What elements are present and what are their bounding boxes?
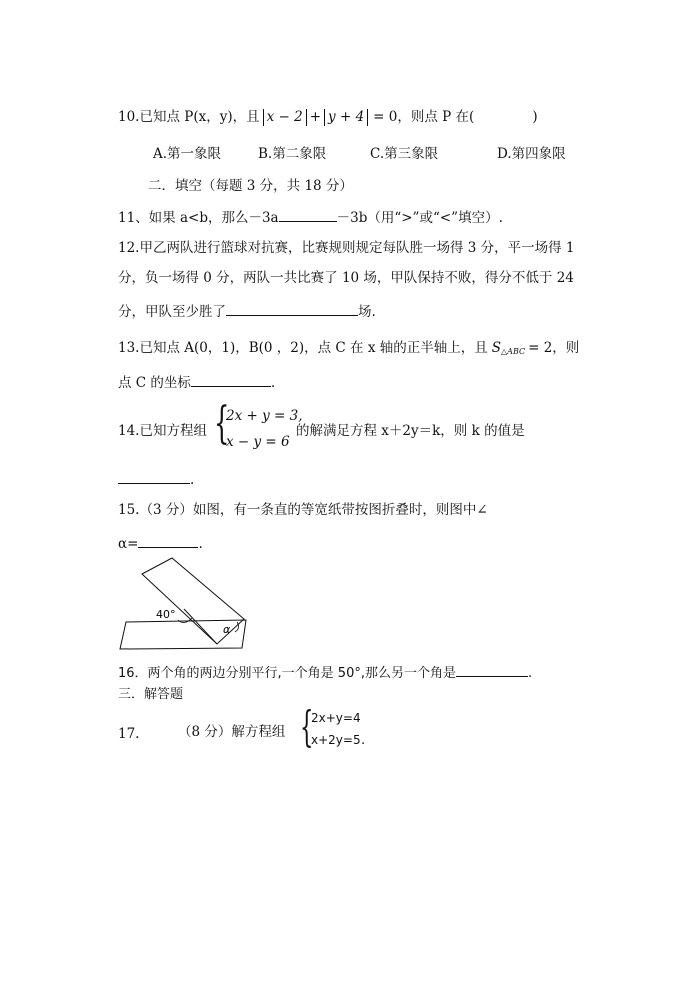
q14-blank <box>118 468 190 484</box>
q14-line2-suffix: . <box>190 472 195 488</box>
q10-option-c: C.第三象限 <box>370 146 439 162</box>
q13-line2-prefix: 点 C 的坐标 <box>118 375 191 391</box>
q16-blank <box>456 661 528 677</box>
q17-eq2: x+2y=5 <box>311 733 361 747</box>
q14-prefix: 14.已知方程组 <box>118 423 207 439</box>
q13-sub: △ABC <box>501 347 526 356</box>
section2-heading: 二．填空（每题 3 分，共 18 分） <box>148 178 353 194</box>
q17-number: 17. <box>118 726 140 742</box>
q12-line3 <box>118 300 376 322</box>
q10-line <box>118 107 538 127</box>
q10-option-a: A.第一象限 <box>153 146 222 162</box>
q15-line1: 15.（3 分）如图，有一条直的等宽纸带按图折叠时，则图中∠ <box>118 502 488 518</box>
q10-option-d: D.第四象限 <box>497 146 566 162</box>
q11-prefix: 11、如果 a<b，那么－3a <box>118 210 279 226</box>
q15-line2-prefix: α= <box>118 536 139 552</box>
q12-line3-suffix: 场. <box>358 304 376 320</box>
q15-line2-suffix: . <box>198 536 203 552</box>
q10-option-b: B.第二象限 <box>258 146 327 162</box>
q10-plus: + <box>309 109 322 125</box>
q17-eq1: 2x+y=4 <box>311 711 361 725</box>
q12-blank <box>226 300 358 316</box>
q14-eq2: x − y = 6 <box>226 434 290 450</box>
q15-line2 <box>118 532 203 554</box>
q17-text: （8 分）解方程组 <box>178 724 286 740</box>
q12-line2: 分，负一场得 0 分，两队一共比赛了 10 场，甲队保持不败，得分不低于 24 <box>118 270 574 286</box>
q16-line <box>118 661 532 684</box>
angle-40-label: 40° <box>156 608 176 621</box>
q11-line <box>118 206 503 228</box>
q13-eq: = 2 <box>528 340 553 356</box>
q12-line3-prefix: 分，甲队至少胜了 <box>118 304 226 320</box>
q13-tail: ，则 <box>552 340 580 356</box>
q13-s: S <box>491 340 502 356</box>
q10-close: ) <box>532 109 538 125</box>
q14-brace: { <box>214 398 230 449</box>
q13-line2 <box>118 371 275 393</box>
q13-line1 <box>118 338 579 362</box>
q11-suffix: －3b（用“>”或“<”填空）. <box>336 210 503 226</box>
q13-blank <box>191 371 271 387</box>
q14-suffix: 的解满足方程 x＋2y＝k，则 k 的值是 <box>296 423 525 439</box>
q16-suffix: . <box>527 666 533 681</box>
q14-eq1: 2x + y = 3, <box>226 408 303 424</box>
q10-abs1: x − 2 <box>266 109 303 125</box>
q10-suffix: ，则点 P 在( <box>397 109 475 125</box>
q10-abs2: y + 4 <box>328 109 365 125</box>
q17-brace: { <box>300 702 314 751</box>
folded-strip-figure <box>112 556 252 658</box>
q15-blank <box>138 532 198 548</box>
q14-line2 <box>118 468 194 490</box>
q10-prefix: 10.已知点 P(x，y)，且 <box>118 109 260 125</box>
q16-prefix: 16．两个角的两边分别平行,一个角是 50°,那么另一个角是 <box>118 666 456 681</box>
q12-line1: 12.甲乙两队进行篮球对抗赛，比赛规则规定每队胜一场得 3 分，平一场得 1 <box>118 240 575 256</box>
alpha-label: α <box>223 623 231 636</box>
q11-blank <box>279 206 337 222</box>
section3-heading: 三．解答题 <box>118 687 184 702</box>
q10-eq0: = 0 <box>373 109 398 125</box>
q13-line2-suffix: . <box>270 375 276 391</box>
fold-line <box>184 609 217 644</box>
q13-line1-text: 13.已知点 A(0，1)，B(0 ，2)，点 C 在 x 轴的正半轴上，且 <box>118 340 488 356</box>
q17-end: . <box>361 733 366 748</box>
